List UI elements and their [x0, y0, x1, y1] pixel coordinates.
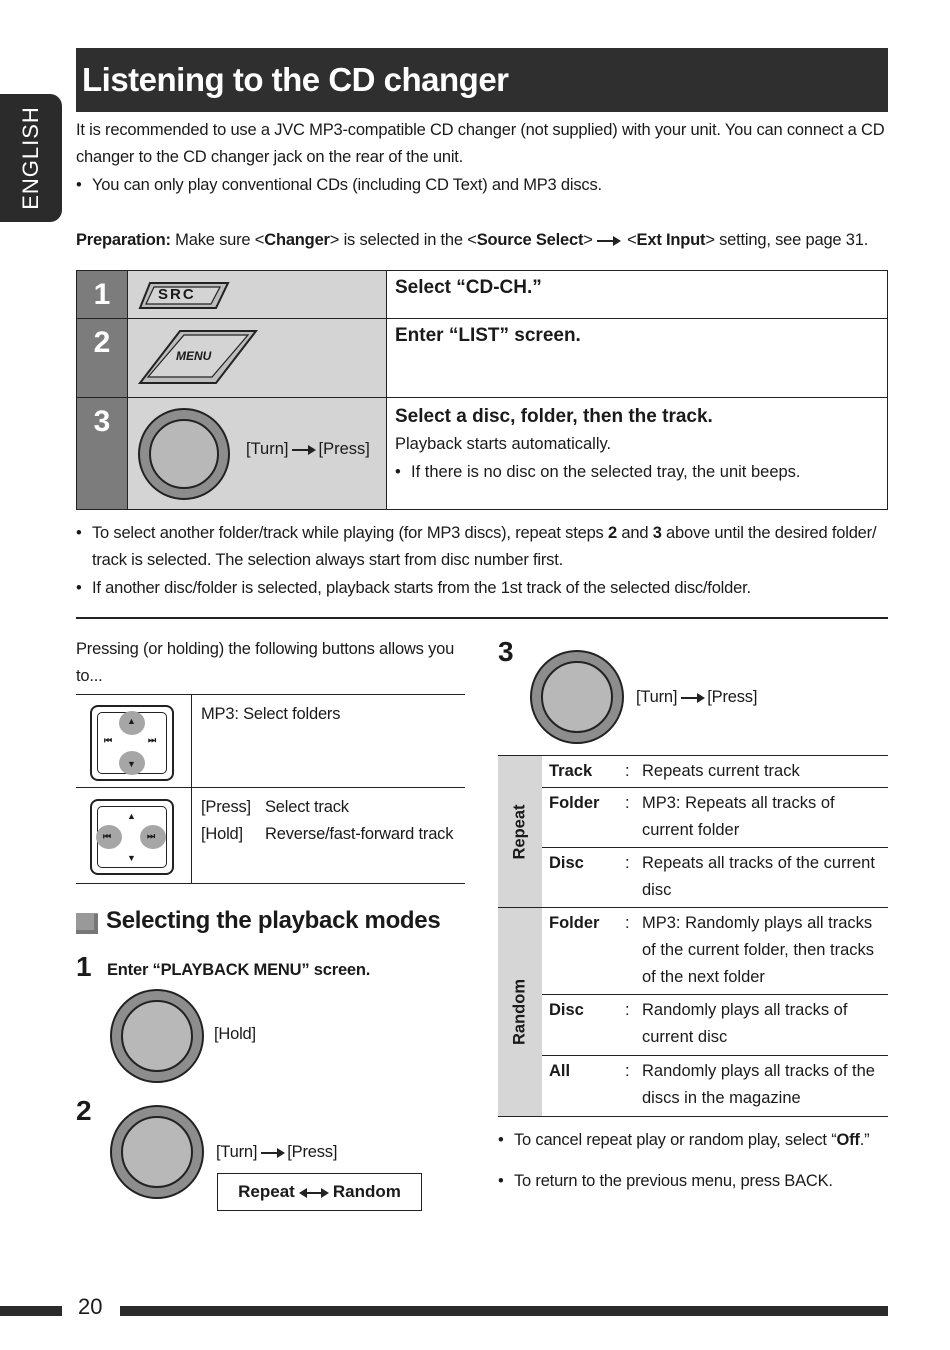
button-row-tracks — [76, 787, 465, 884]
arrow-right-icon — [597, 240, 619, 242]
intro-bullet: • You can only play conventional CDs (including CD Text) and MP3 discs. — [92, 172, 602, 199]
turn-press-label: [Turn] [Press] — [216, 1143, 338, 1161]
mode-step-1-number: 1 — [76, 951, 92, 982]
press-key: [Press] — [201, 798, 251, 816]
footer-bar-right — [120, 1306, 888, 1316]
page-number: 20 — [78, 1294, 103, 1319]
step-title: Enter “LIST” screen. — [387, 319, 888, 398]
step-title: Select a disc, folder, then the track. — [395, 406, 713, 427]
step-row — [77, 271, 888, 319]
repeat-group — [498, 755, 542, 908]
repeat-label: Repeat — [510, 804, 529, 860]
folders-text: MP3: Select folders — [201, 705, 341, 723]
control-dial-icon — [138, 408, 230, 500]
up-arrow-icon: ▲ — [127, 811, 136, 821]
mode-row: All : Randomly plays all tracks of the discs in the magazine — [542, 1055, 888, 1117]
step-bullet: • If there is no disc on the selected tray, the unit beeps. — [395, 463, 801, 481]
repeat-random-box: Repeat Random — [217, 1173, 422, 1211]
press-value: Select track — [265, 798, 349, 816]
section-heading: Selecting the playback modes — [106, 907, 441, 934]
random-label: Random — [510, 979, 529, 1045]
step-number: 1 — [77, 271, 128, 319]
random-group — [498, 907, 542, 1117]
control-dial-icon — [110, 1105, 204, 1199]
turn-press-label: [Turn] [Press] — [246, 440, 370, 458]
language-label: ENGLISH — [18, 106, 43, 210]
intro-line-2: changer to the CD changer jack on the rear of the unit. — [76, 148, 464, 166]
step-title: Select “CD-CH.” — [387, 271, 888, 319]
double-arrow-icon — [301, 1192, 327, 1194]
step-text: Playback starts automatically. — [395, 435, 612, 453]
next-icon: ⏭ — [148, 735, 157, 745]
mode-row: Disc : Repeats all tracks of the current disc — [542, 847, 888, 908]
down-arrow-icon: ▼ — [127, 759, 136, 769]
section-square-icon — [76, 913, 98, 934]
hold-key: [Hold] — [201, 825, 243, 843]
prev-icon: ⏮ — [103, 831, 112, 841]
hold-label: [Hold] — [214, 1025, 256, 1043]
direction-pad-icon — [90, 705, 174, 781]
note-1-line-1: • To select another folder/track while playing (for MP3 discs), repeat steps 2 and 3 above until the desired folder/ — [92, 520, 876, 547]
src-label: SRC — [158, 286, 196, 303]
down-arrow-icon: ▼ — [127, 853, 136, 863]
footer-bar-left — [0, 1306, 62, 1316]
note-2: • If another disc/folder is selected, playback starts from the 1st track of the selected disc/folder. — [92, 575, 751, 602]
mode-row: Folder : MP3: Repeats all tracks of current folder — [542, 787, 888, 848]
arrow-right-icon — [292, 449, 314, 451]
direction-pad-icon — [90, 799, 174, 875]
divider — [76, 617, 888, 619]
language-tab — [0, 94, 62, 222]
step-row — [77, 319, 888, 398]
prev-icon: ⏮ — [104, 735, 113, 745]
buttons-intro-1: Pressing (or holding) the following buttons allows you — [76, 640, 455, 658]
note-1-line-2: track is selected. The selection always start from disc number first. — [92, 551, 563, 569]
control-dial-icon — [110, 989, 204, 1083]
page-title: Listening to the CD changer — [76, 48, 888, 112]
intro-line-1: It is recommended to use a JVC MP3-compatible CD changer (not supplied) with your unit. You can connect a CD — [76, 121, 885, 139]
arrow-right-icon — [261, 1152, 283, 1154]
button-row-folders — [76, 694, 465, 788]
up-arrow-icon: ▲ — [127, 716, 136, 726]
arrow-right-icon — [681, 697, 703, 699]
mode-row: Folder : MP3: Randomly plays all tracks of the current folder, then tracks of the next folder — [542, 907, 888, 995]
cancel-note: • To cancel repeat play or random play, select “Off.” — [514, 1127, 869, 1154]
hold-value: Reverse/fast-forward track — [265, 825, 454, 843]
next-icon: ⏭ — [147, 831, 156, 841]
control-dial-icon — [530, 650, 624, 744]
step-number: 2 — [77, 319, 128, 398]
mode-row: Disc : Randomly plays all tracks of current disc — [542, 994, 888, 1056]
mode-step-1-text: Enter “PLAYBACK MENU” screen. — [107, 961, 371, 979]
mode-step-2-number: 2 — [76, 1095, 92, 1126]
buttons-intro-2: to... — [76, 667, 103, 685]
step-row — [77, 398, 888, 510]
back-note: • To return to the previous menu, press BACK. — [514, 1168, 833, 1195]
mode-step-3-number: 3 — [498, 636, 514, 667]
turn-press-label: [Turn] [Press] — [636, 688, 758, 706]
menu-label: MENU — [176, 349, 212, 363]
mode-row: Track : Repeats current track — [542, 755, 888, 788]
step-number: 3 — [77, 398, 128, 510]
steps-table — [76, 270, 888, 510]
preparation: Preparation: Make sure <Changer> is selected in the <Source Select> <Ext Input> setting, see page 31. — [76, 231, 869, 249]
